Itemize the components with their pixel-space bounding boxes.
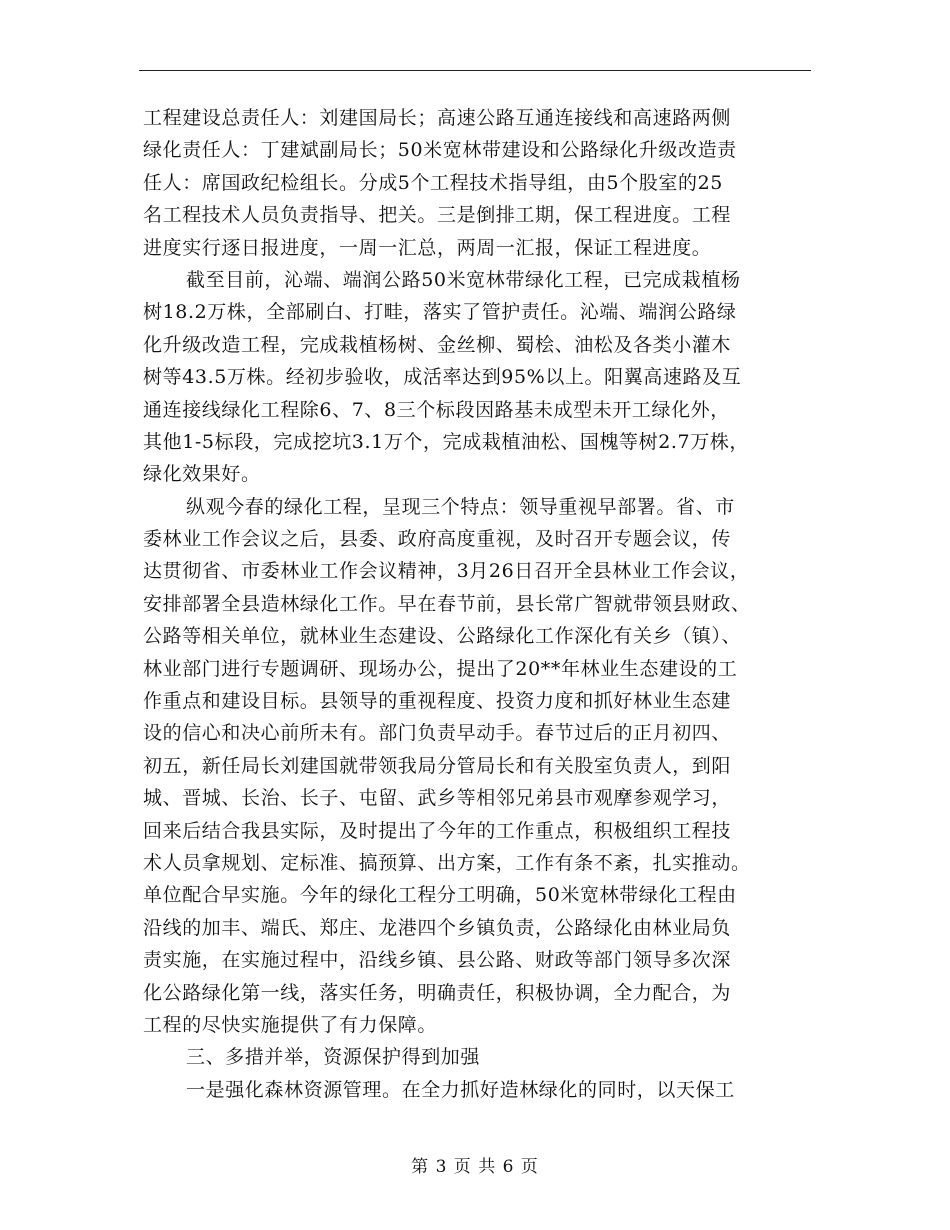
text-line: 委林业工作会议之后，县委、政府高度重视，及时召开专题会议，传 <box>143 528 732 551</box>
text-line: 工程建设总责任人：刘建国局长；高速公路互通连接线和高速路两侧 <box>143 107 732 129</box>
text-line: 作重点和建设目标。县领导的重视程度、投资力度和抓好林业生态建 <box>143 690 732 713</box>
text-line: 回来后结合我县实际，及时提出了今年的工作重点，积极组织工程技 <box>143 819 732 842</box>
text-line: 进度实行逐日报进度，一周一汇总，两周一汇报，保证工程进度。 <box>143 236 712 259</box>
text-line: 城、晋城、长治、长子、屯留、武乡等相邻兄弟县市观摩参观学习， <box>143 787 732 810</box>
text-line: 绿化效果好。 <box>143 463 261 486</box>
text-line: 术人员拿规划、定标准、搞预算、出方案，工作有条不紊，扎实推动。 <box>143 851 751 874</box>
page-footer <box>0 1152 950 1177</box>
text-line: 化升级改造工程，完成栽植杨树、金丝柳、蜀桧、油松及各类小灌木 <box>143 333 732 356</box>
text-line: 任人：席国政纪检组长。分成5个工程技术指导组，由5个股室的25 <box>143 171 723 194</box>
text-line: 达贯彻省、市委林业工作会议精神，3月26日召开全县林业工作会议， <box>143 560 750 583</box>
text-line: 林业部门进行专题调研、现场办公，提出了20**年林业生态建设的工 <box>143 657 738 680</box>
document-body <box>143 102 815 1106</box>
text-line: 沿线的加丰、端氏、郑庄、龙港四个乡镇负责，公路绿化由林业局负 <box>143 916 732 939</box>
text-line: 设的信心和决心前所未有。部门负责早动手。春节过后的正月初四、 <box>143 722 732 745</box>
text-line: 通连接线绿化工程除6、7、8三个标段因路基未成型未开工绿化外， <box>143 398 730 421</box>
text-line: 绿化责任人：丁建斌副局长；50米宽林带建设和公路绿化升级改造责 <box>143 139 737 162</box>
text-line: 截至目前，沁端、端润公路50米宽林带绿化工程，已完成栽植杨 <box>186 268 741 291</box>
text-line: 名工程技术人员负责指导、把关。三是倒排工期，保工程进度。工程 <box>143 204 732 227</box>
text-line: 单位配合早实施。今年的绿化工程分工明确，50米宽林带绿化工程由 <box>143 884 737 907</box>
text-line: 树等43.5万株。经初步验收，成活率达到95%以上。阳翼高速路及互 <box>143 366 742 389</box>
text-line: 三、多措并举，资源保护得到加强 <box>186 1046 481 1069</box>
text-line: 初五，新任局长刘建国就带领我局分管局长和有关股室负责人，到阳 <box>143 754 732 777</box>
header-rule <box>139 70 811 71</box>
text-line: 纵观今春的绿化工程，呈现三个特点：领导重视早部署。省、市 <box>186 495 735 518</box>
text-line: 工程的尽快实施提供了有力保障。 <box>143 1013 438 1036</box>
text-line: 一是强化森林资源管理。在全力抓好造林绿化的同时，以天保工 <box>186 1078 735 1101</box>
page-number-label: 第 3 页 共 6 页 <box>411 1157 539 1177</box>
text-line: 化公路绿化第一线，落实任务，明确责任，积极协调，全力配合，为 <box>143 981 732 1004</box>
text-line: 公路等相关单位，就林业生态建设、公路绿化工作深化有关乡（镇）、 <box>143 625 742 648</box>
text-line: 树18.2万株，全部刷白、打畦，落实了管护责任。沁端、端润公路绿 <box>143 301 737 324</box>
text-line: 责实施，在实施过程中，沿线乡镇、县公路、财政等部门领导多次深 <box>143 949 732 972</box>
text-line: 其他1-5标段，完成挖坑3.1万个，完成栽植油松、国槐等树2.7万株， <box>143 430 750 453</box>
text-line: 安排部署全县造林绿化工作。早在春节前，县长常广智就带领县财政、 <box>143 592 751 615</box>
